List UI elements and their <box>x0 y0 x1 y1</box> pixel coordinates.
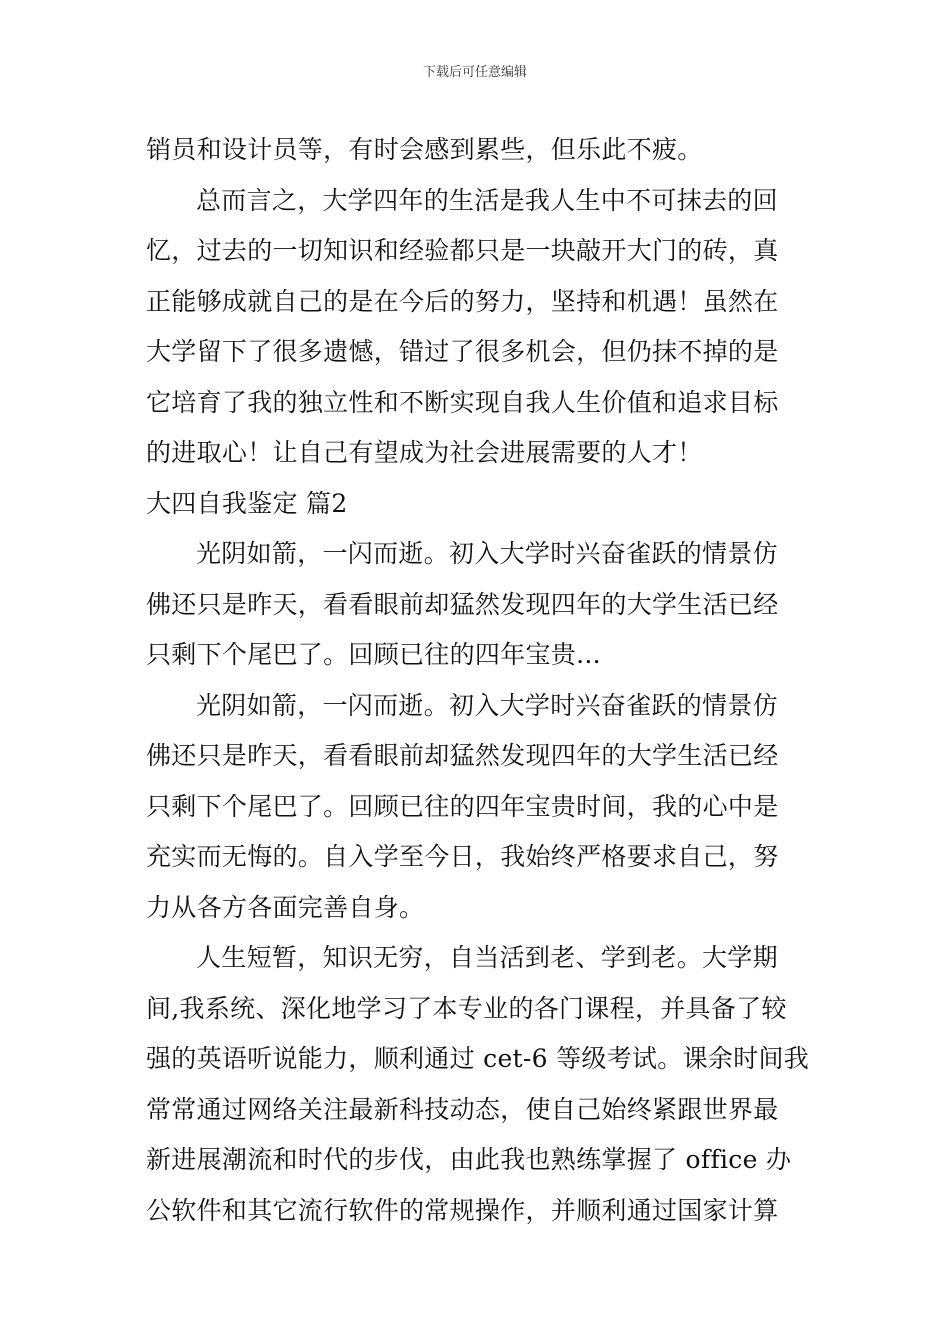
text-line: 大学留下了很多遗憾，错过了很多机会，但仍抹不掉的是 <box>146 337 779 366</box>
text-line: 新进展潮流和时代的步伐，由此我也熟练掌握了 office 办 <box>146 1145 792 1174</box>
text-line: 充实而无悔的。自入学至今日，我始终严格要求自己，努 <box>146 842 779 871</box>
text-line: 间,我系统、深化地学习了本专业的各门课程，并具备了较 <box>146 993 787 1023</box>
text-line: 公软件和其它流行软件的常规操作，并顺利通过国家计算 <box>146 1195 779 1225</box>
text-line: 常常通过网络关注最新科技动态，使自己始终紧跟世界最 <box>146 1094 779 1124</box>
text-line: 的进取心！让自己有望成为社会进展需要的人才！ <box>146 438 703 467</box>
text-line: 正能够成就自己的是在今后的努力，坚持和机遇！虽然在 <box>146 286 779 316</box>
section-heading: 大四自我鉴定 篇2 <box>146 488 348 518</box>
page-header-note: 下载后可任意编辑 <box>422 65 527 80</box>
paragraph-start-line: 人生短暂，知识无穷，自当活到老、学到老。大学期 <box>196 943 778 972</box>
text-line: 佛还只是昨天，看看眼前却猛然发现四年的大学生活已经 <box>146 589 779 619</box>
text-line: 忆，过去的一切知识和经验都只是一块敲开大门的砖，真 <box>146 236 779 265</box>
text-line: 佛还只是昨天，看看眼前却猛然发现四年的大学生活已经 <box>146 741 779 770</box>
text-line: 它培育了我的独立性和不断实现自我人生价值和追求目标 <box>146 387 779 417</box>
text-line: 强的英语听说能力，顺利通过 cet-6 等级考试。课余时间我 <box>146 1044 810 1073</box>
paragraph-start-line: 光阴如箭，一闪而逝。初入大学时兴奋雀跃的情景仿 <box>196 539 778 568</box>
text-line: 只剩下个尾巴了。回顾已往的四年宝贵时间，我的心中是 <box>146 791 779 821</box>
text-line: 只剩下个尾巴了。回顾已往的四年宝贵... <box>146 640 601 669</box>
document-body <box>146 125 810 1236</box>
text-line: 销员和设计员等，有时会感到累些，但乐此不疲。 <box>146 135 703 164</box>
paragraph-start-line: 光阴如箭，一闪而逝。初入大学时兴奋雀跃的情景仿 <box>196 690 778 720</box>
paragraph-start-line: 总而言之，大学四年的生活是我人生中不可抹去的回 <box>196 185 778 215</box>
text-line: 力从各方各面完善自身。 <box>146 892 425 922</box>
